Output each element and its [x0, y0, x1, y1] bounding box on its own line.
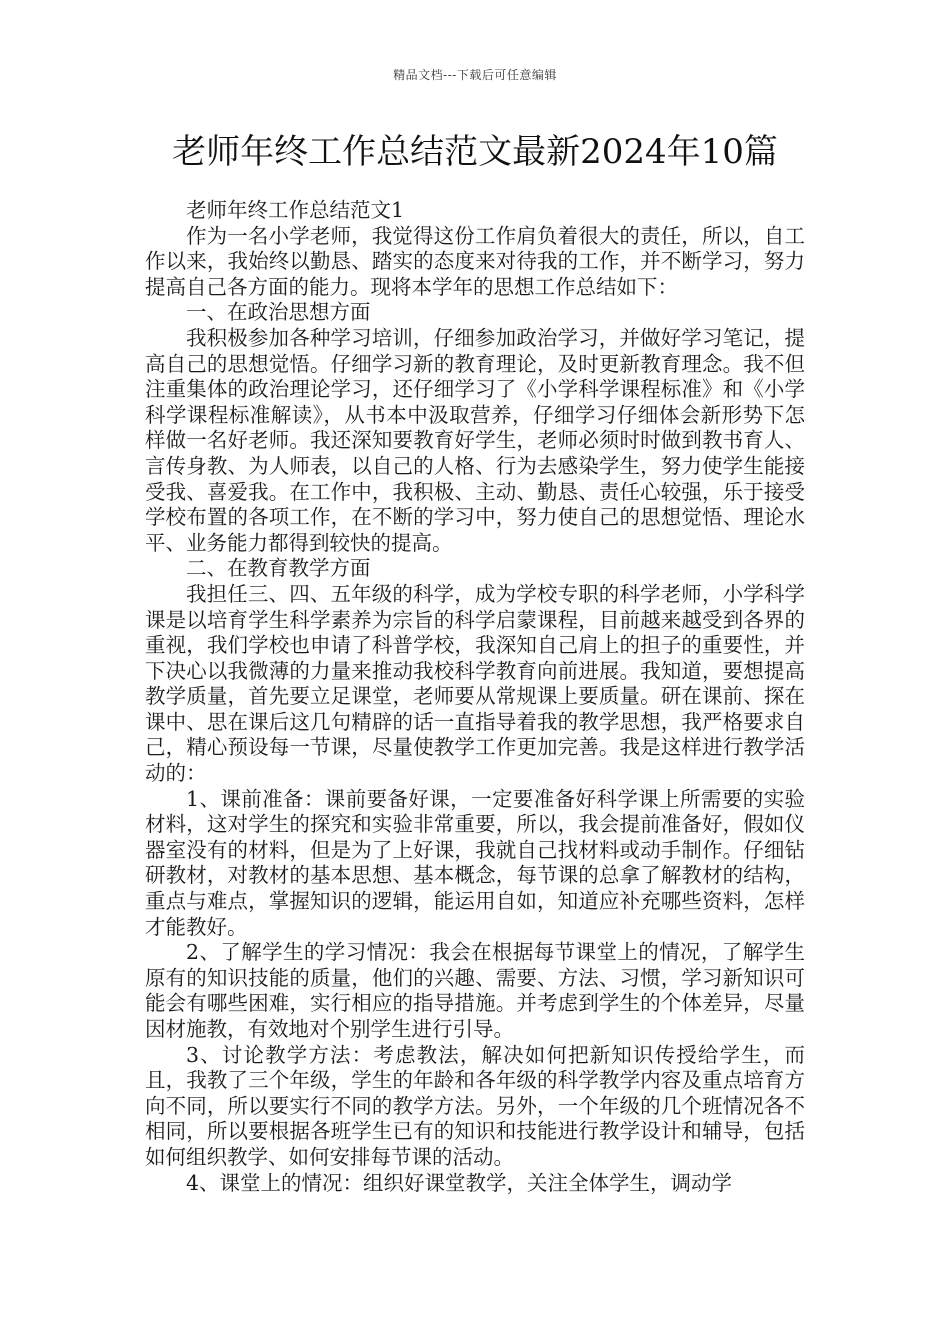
header-note: 精品文档---下载后可任意编辑 — [393, 68, 557, 82]
paragraph: 我担任三、四、五年级的科学，成为学校专职的科学老师，小学科学课是以培育学生科学素养为宗旨的科学启蒙课程，目前越来越受到各界的重视，我们学校也申请了科普学校，我深知自己肩上的担子的重要性，并下决心以我微薄的力量来推动我校科学教育向前进展。我知道，要想提高教学质量，首先要立足课堂，老师要从常规课上要质量。研在课前、探在课中、思在课后这几句精辟的话一直指导着我的教学思想，我严格要求自己，精心预设每一节课，尽量使教学工作更加完善。我是这样进行教学活动的： — [145, 581, 805, 786]
list-item: 3、讨论教学方法：考虑教法，解决如何把新知识传授给学生，而且，我教了三个年级，学生的年龄和各年级的科学教学内容及重点培育方向不同，所以要实行不同的教学方法。另外，一个年级的几个班情况各不相同，所以要根据各班学生已有的知识和技能进行教学设计和辅导，包括如何组织教学、如何安排每节课的活动。 — [145, 1042, 805, 1169]
section-heading: 一、在政治思想方面 — [186, 300, 371, 325]
list-item: 2、了解学生的学习情况：我会在根据每节课堂上的情况，了解学生原有的知识技能的质量，他们的兴趣、需要、方法、习惯，学习新知识可能会有哪些困难，实行相应的指导措施。并考虑到学生的个体差异，尽量因材施教，有效地对个别学生进行引导。 — [145, 940, 805, 1041]
paragraph: 作为一名小学老师，我觉得这份工作肩负着很大的责任，所以，自工作以来，我始终以勤恳、踏实的态度来对待我的工作，并不断学习，努力提高自己各方面的能力。现将本学年的思想工作总结如下： — [145, 223, 805, 299]
paragraph: 我积极参加各种学习培训，仔细参加政治学习，并做好学习笔记，提高自己的思想觉悟。仔细学习新的教育理论，及时更新教育理念。我不但注重集体的政治理论学习，还仔细学习了《小学科学课程标准》和《小学科学课程标准解读》，从书本中汲取营养，仔细学习仔细体会新形势下怎样做一名好老师。我还深知要教育好学生，老师必须时时做到教书育人、言传身教、为人师表，以自己的人格、行为去感染学生，努力使学生能接受我、喜爱我。在工作中，我积极、主动、勤恳、责任心较强，乐于接受学校布置的各项工作，在不断的学习中，努力使自己的思想觉悟、理论水平、业务能力都得到较快的提高。 — [145, 325, 805, 555]
list-item: 1、课前准备：课前要备好课，一定要准备好科学课上所需要的实验材料，这对学生的探究和实验非常重要，所以，我会提前准备好，假如仪器室没有的材料，但是为了上好课，我就自己找材料或动手制作。仔细钻研教材，对教材的基本思想、基本概念，每节课的总拿了解教材的结构，重点与难点，掌握知识的逻辑，能运用自如，知道应补充哪些资料，怎样才能教好。 — [145, 786, 805, 939]
list-item: 4、课堂上的情况：组织好课堂教学，关注全体学生，调动学 — [186, 1170, 733, 1195]
section-heading: 老师年终工作总结范文1 — [186, 198, 405, 222]
document-title: 老师年终工作总结范文最新2024年10篇 — [172, 132, 778, 172]
document-body — [145, 198, 805, 1196]
section-heading: 二、在教育教学方面 — [186, 556, 371, 581]
